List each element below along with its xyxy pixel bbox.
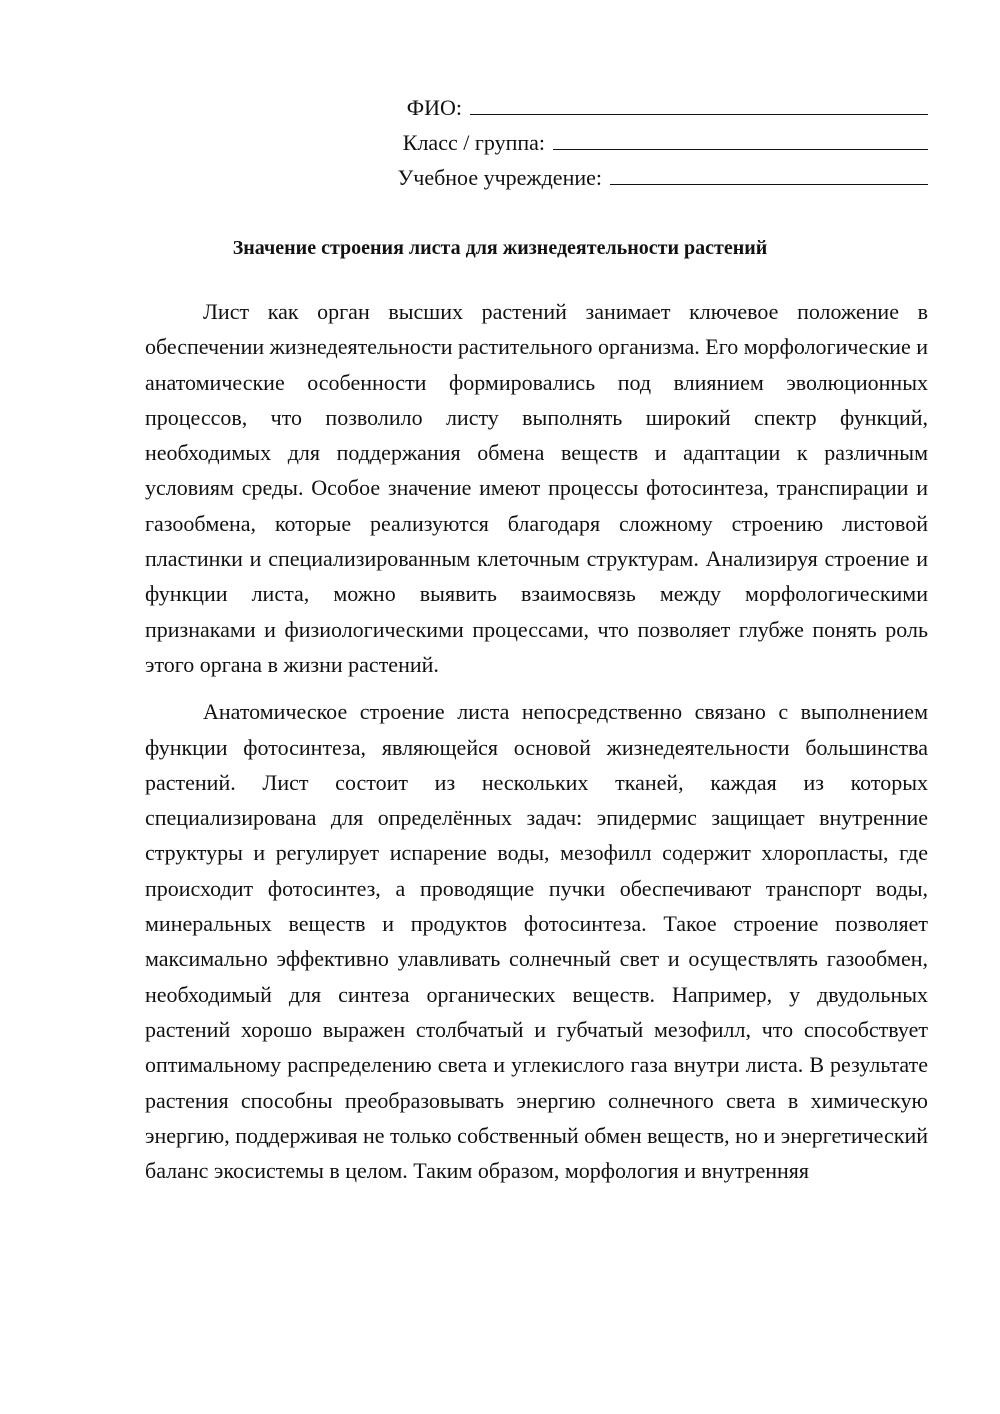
- student-info-header: [328, 90, 928, 195]
- fio-row: [328, 90, 928, 125]
- school-blank-line: [610, 160, 928, 185]
- fio-label: ФИО:: [406, 95, 462, 120]
- school-row: [328, 160, 928, 195]
- class-row: [328, 125, 928, 160]
- paragraph-1: Лист как орган высших растений занимает ключевое положение в обеспечении жизнедеятельности растительного организма. Его морфологические и анатомические особенности формировались под влиянием эволюционных процессов, что позволило листу выполнять широкий спектр функций, необходимых для поддержания обмена веществ и адаптации к различным условиям среды. Особое значение имеют процессы фотосинтеза, транспирации и газообмена, которые реализуются благодаря сложному строению листовой пластинки и специализированным клеточным структурам. Анализируя строение и функции листа, можно выявить взаимосвязь между морфологическими признаками и физиологическими процессами, что позволяет глубже понять роль этого органа в жизни растений.: [145, 299, 928, 677]
- class-blank-line: [553, 125, 928, 150]
- document-title: Значение строения листа для жизнедеятельности растений: [232, 237, 768, 259]
- class-label: Класс / группа:: [402, 130, 545, 155]
- paragraph-2: Анатомическое строение листа непосредственно связано с выполнением функции фотосинтеза, являющейся основой жизнедеятельности большинства растений. Лист состоит из нескольких тканей, каждая из которых специализирована для определённых задач: эпидермис защищает внутренние структуры и регулирует испарение воды, мезофилл содержит хлоропласты, где происходит фотосинтез, а проводящие пучки обеспечивают транспорт воды, минеральных веществ и продуктов фотосинтеза. Такое строение позволяет максимально эффективно улавливать солнечный свет и осуществлять газообмен, необходимый для синтеза органических веществ. Например, у двудольных растений хорошо выражен столбчатый и губчатый мезофилл, что способствует оптимальному распределению света и углекислого газа внутри листа. В результате растения способны преобразовывать энергию солнечного света в химическую энергию, поддерживая не только собственный обмен веществ, но и энергетический баланс экосистемы в целом. Таким образом, морфология и внутренняя: [145, 699, 928, 1184]
- document-body: [145, 294, 928, 1188]
- school-label: Учебное учреждение:: [397, 165, 602, 190]
- fio-blank-line: [470, 90, 928, 115]
